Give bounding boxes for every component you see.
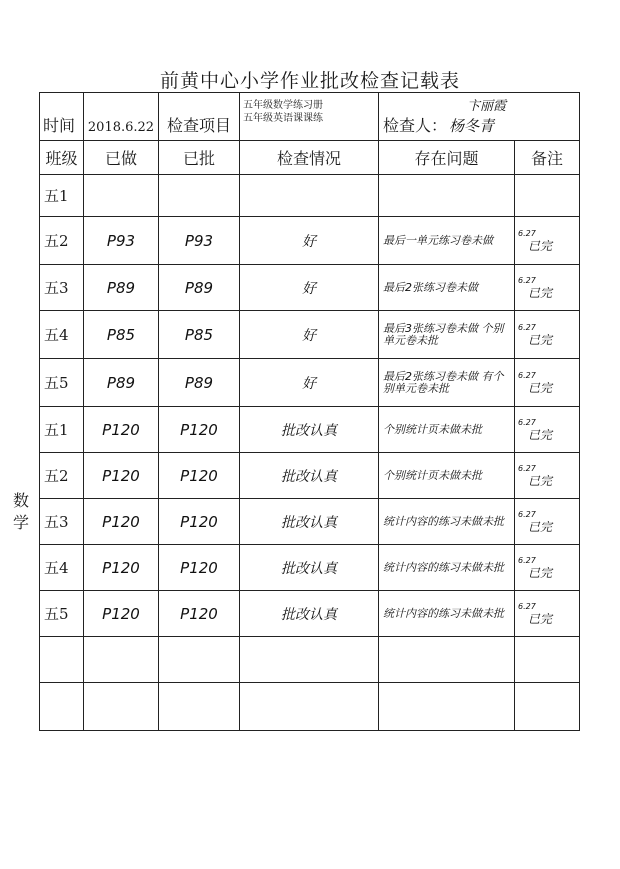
note-date: 6.27	[518, 464, 536, 473]
problem-cell: 统计内容的练习未做未批	[379, 499, 515, 545]
problem-cell: 个别统计页未做未批	[379, 453, 515, 499]
graded-cell: P120	[159, 407, 240, 453]
status-cell: 批改认真	[240, 545, 379, 591]
class-cell: 五1	[40, 175, 84, 217]
inspector-label: 检查人：	[383, 116, 448, 135]
table-row	[40, 311, 580, 359]
class-cell: 五2	[40, 453, 84, 499]
problem-cell: 统计内容的练习未做未批	[379, 545, 515, 591]
status-cell: 好	[240, 217, 379, 265]
note-text	[518, 188, 528, 202]
check-item-2: 五年级英语课课练	[243, 113, 323, 124]
status-cell: 批改认真	[240, 591, 379, 637]
note-date: 6.27	[518, 229, 536, 238]
class-cell: 五5	[40, 359, 84, 407]
note-text: 已完	[528, 566, 553, 580]
table-row	[40, 545, 580, 591]
note-text: 已完	[528, 333, 553, 347]
col-header-graded: 已批	[159, 141, 240, 175]
note-text: 已完	[528, 612, 553, 626]
problem-cell: 统计内容的练习未做未批	[379, 591, 515, 637]
note-date: 6.27	[518, 276, 536, 285]
note-cell	[515, 545, 580, 591]
table-row	[40, 683, 580, 731]
table-row	[40, 175, 580, 217]
table-row	[40, 265, 580, 311]
col-header-note: 备注	[515, 141, 580, 175]
note-cell	[515, 359, 580, 407]
check-item-1: 五年级数学练习册	[243, 100, 323, 111]
inspector-name-1: 卞丽霞	[467, 99, 507, 114]
table-row	[40, 359, 580, 407]
status-cell: 好	[240, 359, 379, 407]
note-cell	[515, 175, 580, 217]
table-row	[40, 217, 580, 265]
graded-cell: P93	[159, 217, 240, 265]
col-header-status: 检查情况	[240, 141, 379, 175]
note-cell	[515, 637, 580, 683]
done-cell: P93	[84, 217, 159, 265]
class-cell: 五3	[40, 265, 84, 311]
class-cell: 五3	[40, 499, 84, 545]
note-cell	[515, 265, 580, 311]
table-row	[40, 591, 580, 637]
note-text: 已完	[528, 381, 553, 395]
done-cell	[84, 637, 159, 683]
time-label: 时间	[40, 93, 84, 141]
note-text: 已完	[528, 286, 553, 300]
problem-cell: 个别统计页未做未批	[379, 407, 515, 453]
note-text	[518, 699, 528, 713]
header-info-row	[40, 93, 580, 141]
note-text: 已完	[528, 474, 553, 488]
status-cell: 批改认真	[240, 407, 379, 453]
problem-cell	[379, 175, 515, 217]
note-text: 已完	[528, 428, 553, 442]
table-row	[40, 499, 580, 545]
graded-cell: P89	[159, 359, 240, 407]
date-value: 2018.6.22	[84, 93, 159, 141]
done-cell: P120	[84, 453, 159, 499]
col-header-done: 已做	[84, 141, 159, 175]
note-cell	[515, 311, 580, 359]
check-item-label: 检查项目	[159, 93, 240, 141]
problem-cell: 最后2张练习卷未做 有个别单元卷未批	[379, 359, 515, 407]
note-date: 6.27	[518, 323, 536, 332]
graded-cell: P120	[159, 499, 240, 545]
problem-cell: 最后一单元练习卷未做	[379, 217, 515, 265]
note-date: 6.27	[518, 418, 536, 427]
class-cell	[40, 683, 84, 731]
class-cell: 五1	[40, 407, 84, 453]
problem-cell	[379, 683, 515, 731]
class-cell: 五2	[40, 217, 84, 265]
status-cell: 批改认真	[240, 499, 379, 545]
done-cell: P120	[84, 545, 159, 591]
class-cell: 五4	[40, 545, 84, 591]
graded-cell	[159, 683, 240, 731]
status-cell: 好	[240, 265, 379, 311]
status-cell	[240, 683, 379, 731]
class-cell: 五4	[40, 311, 84, 359]
class-cell	[40, 637, 84, 683]
graded-cell: P89	[159, 265, 240, 311]
col-header-problem: 存在问题	[379, 141, 515, 175]
note-cell	[515, 407, 580, 453]
done-cell: P85	[84, 311, 159, 359]
inspector-name-2: 杨冬青	[449, 117, 495, 135]
table-row	[40, 637, 580, 683]
done-cell	[84, 683, 159, 731]
done-cell: P89	[84, 265, 159, 311]
done-cell: P120	[84, 499, 159, 545]
table-row	[40, 407, 580, 453]
inspection-table	[39, 92, 580, 731]
status-cell: 批改认真	[240, 453, 379, 499]
note-cell	[515, 453, 580, 499]
column-header-row	[40, 141, 580, 175]
note-text	[518, 652, 528, 666]
problem-cell	[379, 637, 515, 683]
done-cell: P120	[84, 407, 159, 453]
inspector-cell	[379, 93, 580, 141]
col-header-class: 班级	[40, 141, 84, 175]
note-date: 6.27	[518, 602, 536, 611]
graded-cell: P120	[159, 545, 240, 591]
graded-cell: P120	[159, 453, 240, 499]
done-cell: P89	[84, 359, 159, 407]
note-cell	[515, 217, 580, 265]
problem-cell: 最后3张练习卷未做 个别单元卷未批	[379, 311, 515, 359]
status-cell: 好	[240, 311, 379, 359]
graded-cell: P120	[159, 591, 240, 637]
record-rows	[40, 175, 580, 731]
note-text: 已完	[528, 239, 553, 253]
done-cell	[84, 175, 159, 217]
graded-cell	[159, 637, 240, 683]
note-cell	[515, 499, 580, 545]
note-date: 6.27	[518, 371, 536, 380]
note-date: 6.27	[518, 556, 536, 565]
class-cell: 五5	[40, 591, 84, 637]
table-row	[40, 453, 580, 499]
note-date: 6.27	[518, 510, 536, 519]
status-cell	[240, 175, 379, 217]
check-items-cell	[240, 93, 379, 141]
side-subject-label: 数学	[12, 491, 29, 532]
note-text: 已完	[528, 520, 553, 534]
graded-cell	[159, 175, 240, 217]
graded-cell: P85	[159, 311, 240, 359]
note-cell	[515, 683, 580, 731]
done-cell: P120	[84, 591, 159, 637]
note-cell	[515, 591, 580, 637]
status-cell	[240, 637, 379, 683]
problem-cell: 最后2张练习卷未做	[379, 265, 515, 311]
page-title: 前黄中心小学作业批改检查记载表	[159, 70, 460, 92]
